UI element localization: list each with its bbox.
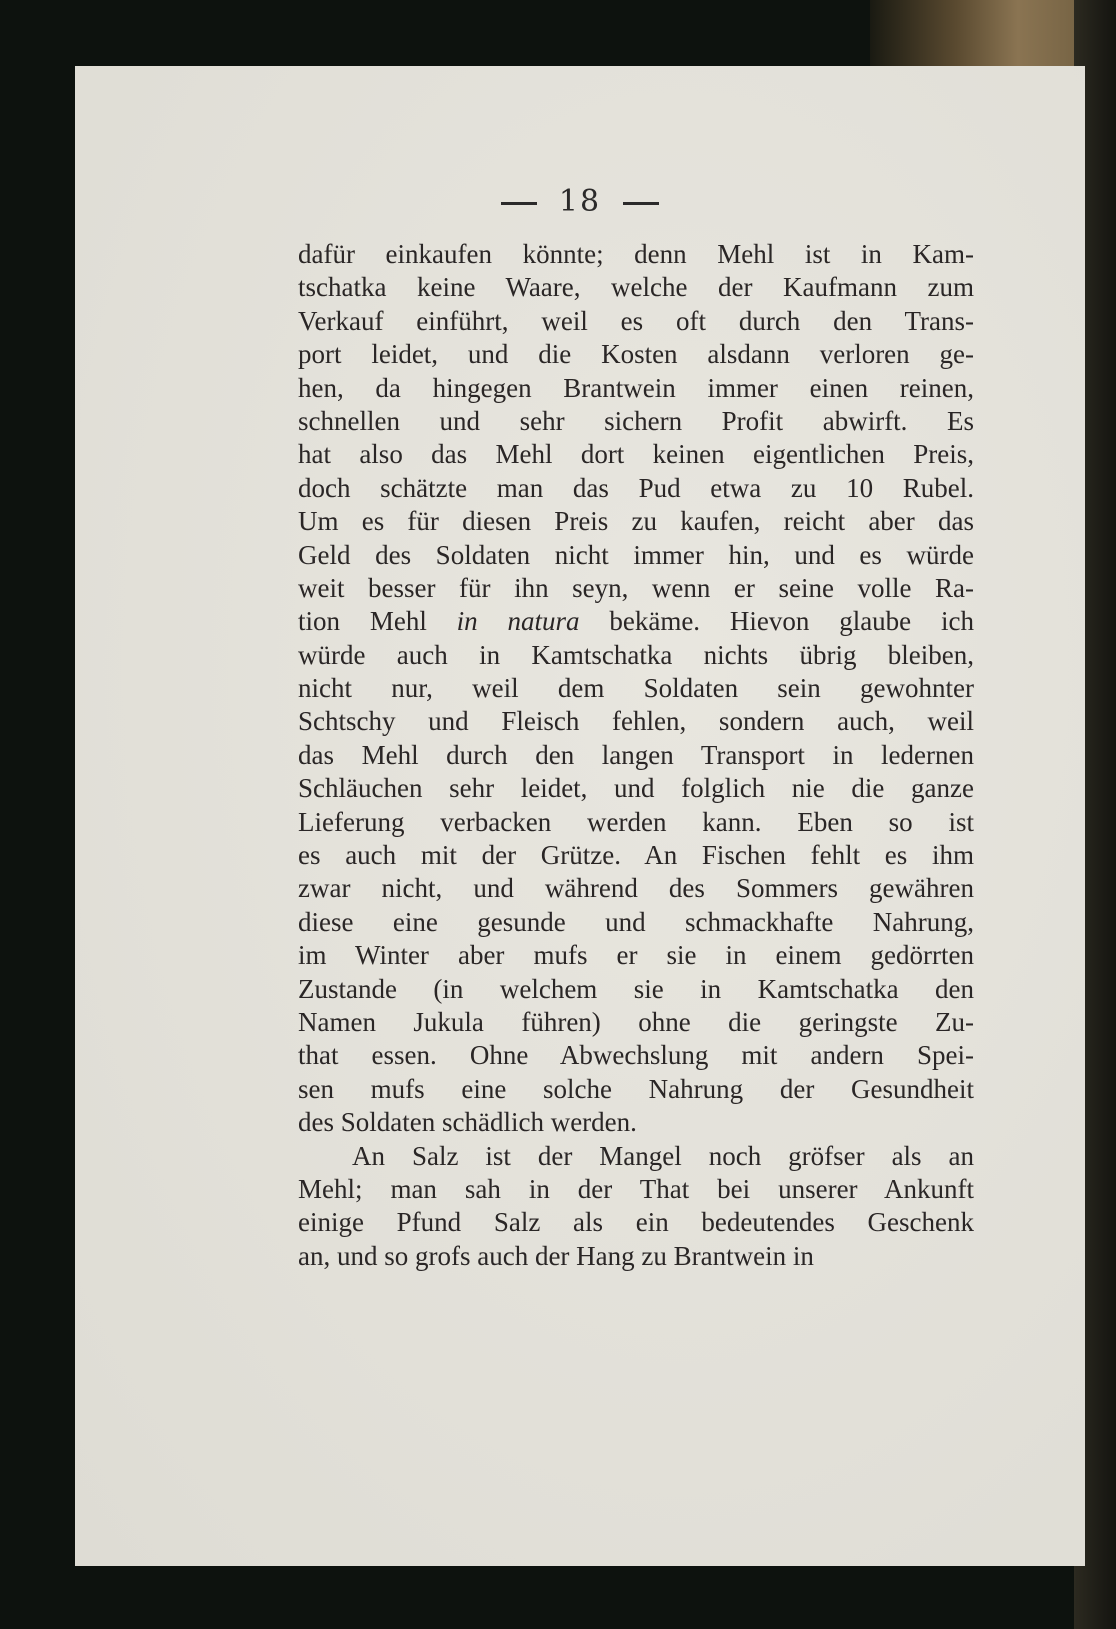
- text-line: [298, 605, 974, 638]
- text-line: Lieferung verbacken werden kann. Eben so ist: [298, 806, 974, 837]
- text-line: diese eine gesunde und schmackhafte Nahrung,: [298, 906, 974, 937]
- text-line: An Salz ist der Mangel noch gröfser als an: [352, 1140, 974, 1171]
- text-line: dafür einkaufen könnte; denn Mehl ist in Kam-: [298, 239, 974, 269]
- text-line: Schtschy und Fleisch fehlen, sondern auch, weil: [298, 706, 974, 737]
- body-text: [298, 238, 974, 1273]
- text-line: des Soldaten schädlich werden.: [298, 1107, 637, 1138]
- text-line: that essen. Ohne Abwechslung mit andern Spei-: [298, 1040, 974, 1071]
- text-line: Geld des Soldaten nicht immer hin, und es würde: [298, 539, 974, 570]
- text-line: an, und so grofs auch der Hang zu Brantwein in: [298, 1240, 814, 1271]
- text-line: einige Pfund Salz als ein bedeutendes Geschenk: [298, 1207, 974, 1238]
- text-line: zwar nicht, und während des Sommers gewähren: [298, 873, 974, 904]
- dash-right: [623, 202, 659, 205]
- text-line: hat also das Mehl dort keinen eigentlichen Preis,: [298, 439, 974, 470]
- page-header: [75, 184, 1085, 219]
- italic-phrase: in natura: [456, 606, 580, 637]
- text-line: Um es für diesen Preis zu kaufen, reicht aber das: [298, 506, 974, 537]
- text-segment: bekäme. Hievon glaube ich: [579, 606, 974, 637]
- text-line: Verkauf einführt, weil es oft durch den Trans-: [298, 305, 974, 336]
- text-line: Zustande (in welchem sie in Kamtschatka den: [298, 973, 974, 1004]
- text-line: hen, da hingegen Brantwein immer einen reinen,: [298, 372, 974, 403]
- text-line: Mehl; man sah in der That bei unserer Ankunft: [298, 1173, 974, 1204]
- text-line: Namen Jukula führen) ohne die geringste Zu-: [298, 1006, 974, 1037]
- text-line: würde auch in Kamtschatka nichts übrig bleiben,: [298, 639, 974, 670]
- text-line: tschatka keine Waare, welche der Kaufmann zum: [298, 272, 974, 303]
- text-line: weit besser für ihn seyn, wenn er seine volle Ra-: [298, 572, 974, 603]
- text-line: es auch mit der Grütze. An Fischen fehlt es ihm: [298, 840, 974, 871]
- text-line: doch schätzte man das Pud etwa zu 10 Rubel.: [298, 472, 974, 503]
- text-line: port leidet, und die Kosten alsdann verloren ge-: [298, 339, 974, 370]
- text-line: nicht nur, weil dem Soldaten sein gewohnter: [298, 673, 974, 704]
- page-number: 18: [558, 184, 602, 219]
- text-line: Schläuchen sehr leidet, und folglich nie die ganze: [298, 773, 974, 804]
- book-page: [75, 66, 1085, 1566]
- dash-left: [501, 202, 537, 205]
- text-line: sen mufs eine solche Nahrung der Gesundheit: [298, 1073, 974, 1104]
- text-line: das Mehl durch den langen Transport in ledernen: [298, 739, 974, 770]
- text-line: im Winter aber mufs er sie in einem gedörrten: [298, 940, 974, 971]
- text-line: schnellen und sehr sichern Profit abwirft. Es: [298, 405, 974, 436]
- text-segment: tion Mehl: [298, 606, 457, 637]
